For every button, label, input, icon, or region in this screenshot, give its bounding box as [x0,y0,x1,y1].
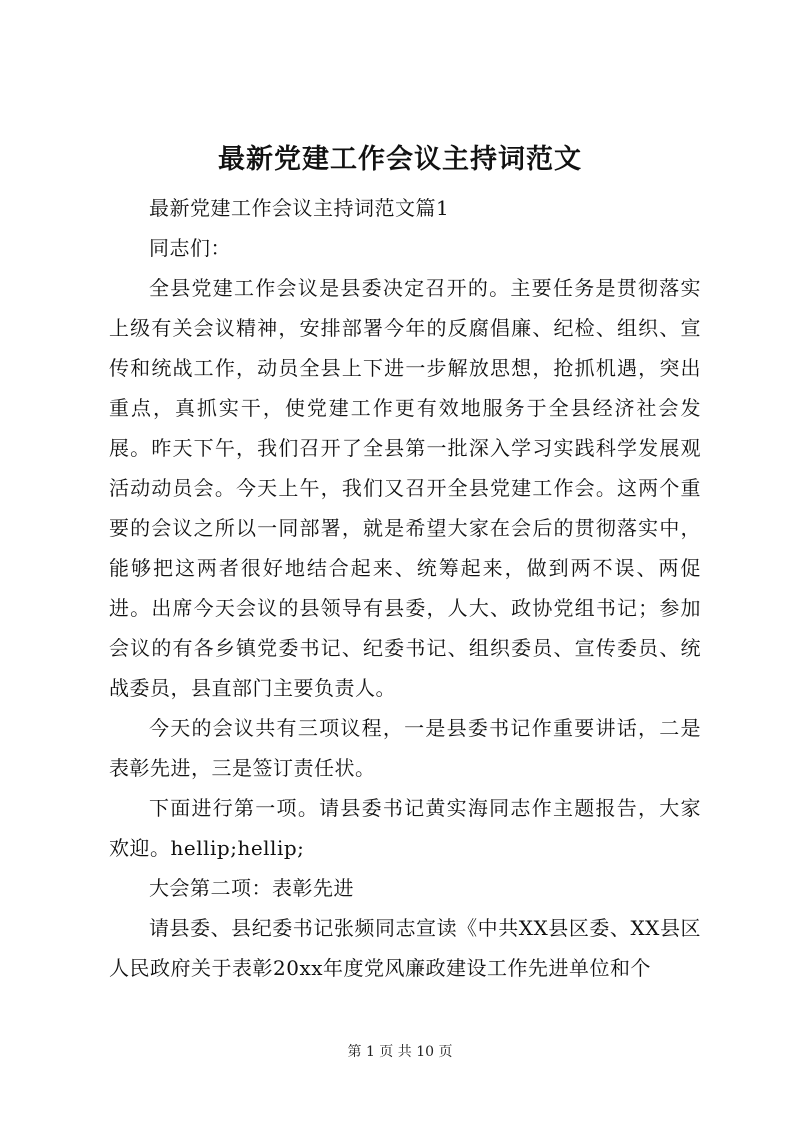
body-paragraph: 今天的会议共有三项议程，一是县委书记作重要讲话，二是表彰先进，三是签订责任状。 [109,716,701,780]
document-body [109,188,701,988]
salutation-paragraph: 同志们： [149,236,231,260]
document-title: 最新党建工作会议主持词范文 [218,144,582,175]
subtitle-paragraph: 最新党建工作会议主持词范文篇1 [149,196,450,220]
body-paragraph: 请县委、县纪委书记张频同志宣读《中共XX县区委、XX县区人民政府关于表彰20xx年度党风廉政建设工作先进单位和个 [109,916,701,980]
body-paragraph: 下面进行第一项。请县委书记黄实海同志作主题报告，大家欢迎。hellip;hellip; [109,796,701,860]
body-paragraph: 全县党建工作会议是县委决定召开的。主要任务是贯彻落实上级有关会议精神，安排部署今年的反腐倡廉、纪检、组织、宣传和统战工作，动员全县上下进一步解放思想，抢抓机遇，突出重点，真抓实干，使党建工作更有效地服务于全县经济社会发展。昨天下午，我们召开了全县第一批深入学习实践科学发展观活动动员会。今天上午，我们又召开全县党建工作会。这两个重要的会议之所以一同部署，就是希望大家在会后的贯彻落实中，能够把这两者很好地结合起来、统筹起来，做到两不误、两促进。出席今天会议的县领导有县委，人大、政协党组书记；参加会议的有各乡镇党委书记、纪委书记、组织委员、宣传委员、统战委员，县直部门主要负责人。 [109,276,701,700]
body-paragraph: 大会第二项：表彰先进 [149,876,354,900]
page-number-footer: 第 1 页 共 10 页 [347,1044,453,1060]
